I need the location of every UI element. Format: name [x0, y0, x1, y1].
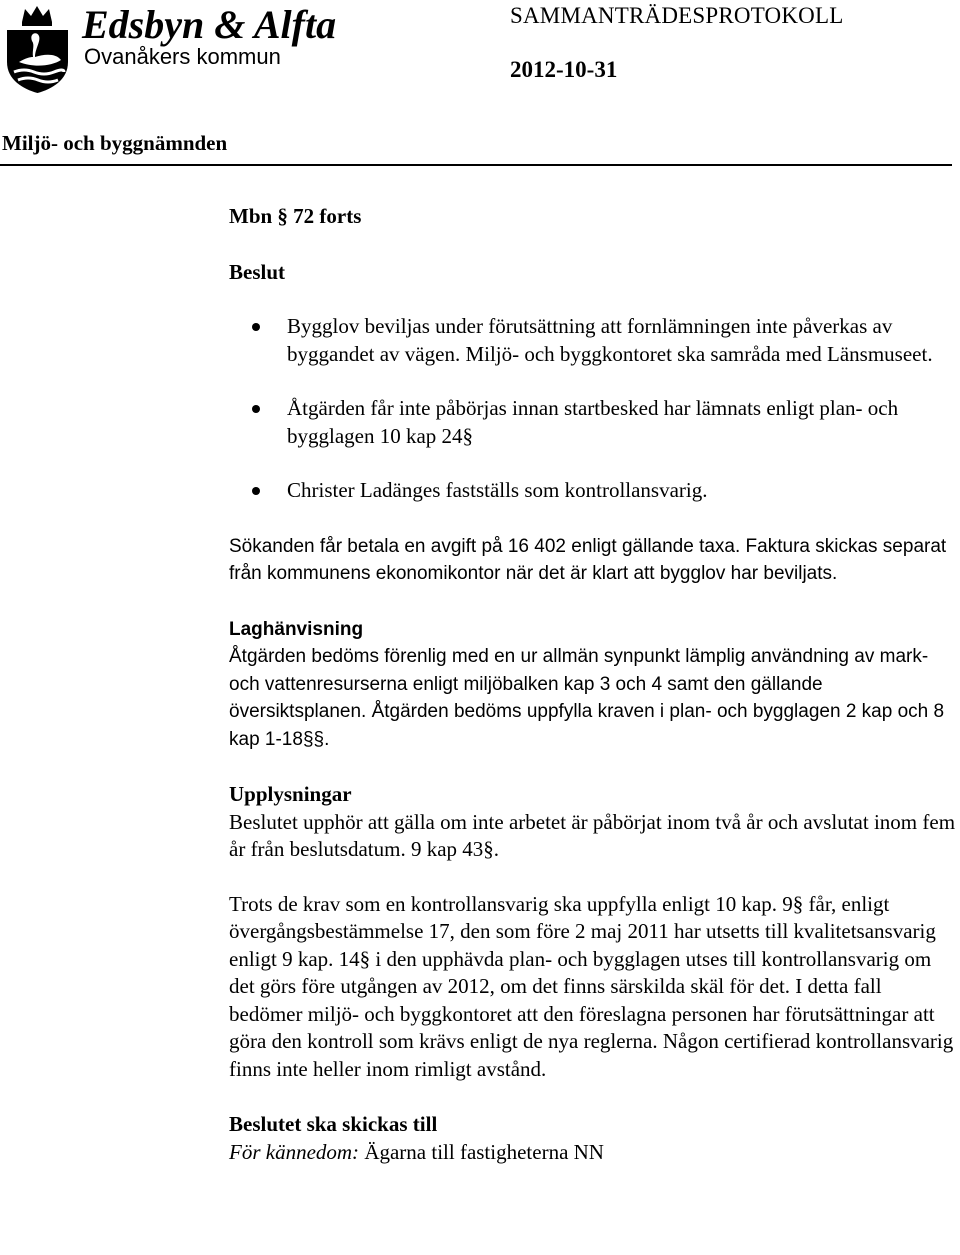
laghanvisning-text: Åtgärden bedöms förenlig med en ur allmän synpunkt lämplig användning av mark- och vattenresurserna enligt miljöbalken kap 3 och 4 samt den gällande översiktsplanen. Åtgärden bedöms uppfylla kraven i plan- och bygglagen 2 kap och 8 kap 1-18§§.: [229, 646, 945, 750]
fee-paragraph: Sökanden får betala en avgift på 16 402 enligt gällande taxa. Faktura skickas separat från kommunens ekonomikontor när det är klart att bygglov har beviljats.: [229, 535, 947, 584]
list-item: [229, 395, 957, 450]
header-divider: [0, 164, 952, 166]
bullet-icon: [252, 323, 260, 331]
decision-item-text: Christer Ladänges fastställs som kontrollansvarig.: [287, 478, 708, 502]
decision-item-text: Åtgärden får inte påbörjas innan startbesked har lämnats enligt plan- och bygglagen 10 kap 24§: [287, 396, 899, 448]
list-item: [229, 477, 957, 505]
logo-name-line1: Edsbyn & Alfta: [82, 2, 337, 47]
upplysningar-text: Beslutet upphör att gälla om inte arbetet är påbörjat inom två år och avslutat inom fem år från beslutsdatum. 9 kap 43§.: [229, 809, 956, 861]
kontrollansvarig-paragraph: Trots de krav som en kontrollansvarig ska uppfylla enligt 10 kap. 9§ får, enligt övergångsbestämmelse 17, den som före 2 maj 2011 har utsetts till kvalitetsansvarig enligt 9 kap. 14§ i den upphävda plan- och bygglagen utses till kontrollansvarig om det görs före utgången av 2012, om det finns särskilda skäl för det. I detta fall bedömer miljö- och byggkontoret att den föreslagna personen har förutsättningar att göra den kontroll som krävs enligt de nya reglerna. Någon certifierad kontrollansvarig finns inte heller inom rimligt avstånd.: [229, 891, 954, 1081]
decision-item-text: Bygglov beviljas under förutsättning att fornlämningen inte påverkas av byggandet av vägen. Miljö- och byggkontoret ska samråda med Länsmuseet.: [287, 314, 933, 366]
laghanvisning-heading: Laghänvisning: [229, 618, 364, 640]
municipality-logo: [2, 0, 367, 95]
distribution-line: [229, 1139, 957, 1167]
upplysningar-heading: Upplysningar: [229, 782, 352, 806]
beslut-heading: Beslut: [229, 259, 286, 284]
meeting-date: 2012-10-31: [510, 57, 618, 82]
distribution-label: För kännedom:: [229, 1139, 360, 1164]
list-item: [229, 313, 957, 368]
distribution-heading: Beslutet ska skickas till: [229, 1112, 438, 1136]
distribution-recipients: Ägarna till fastigheterna NN: [359, 1139, 604, 1164]
logo-name-line2: Ovanåkers kommun: [84, 44, 281, 69]
section-heading: Mbn § 72 forts: [229, 204, 362, 228]
document-type: SAMMANTRÄDESPROTOKOLL: [510, 3, 844, 28]
bullet-icon: [252, 487, 260, 495]
bullet-icon: [252, 405, 260, 413]
swan-crest-icon: [2, 0, 367, 95]
protocol-body: [229, 203, 957, 1166]
decision-list: [229, 313, 957, 505]
board-name: Miljö- och byggnämnden: [2, 131, 228, 155]
